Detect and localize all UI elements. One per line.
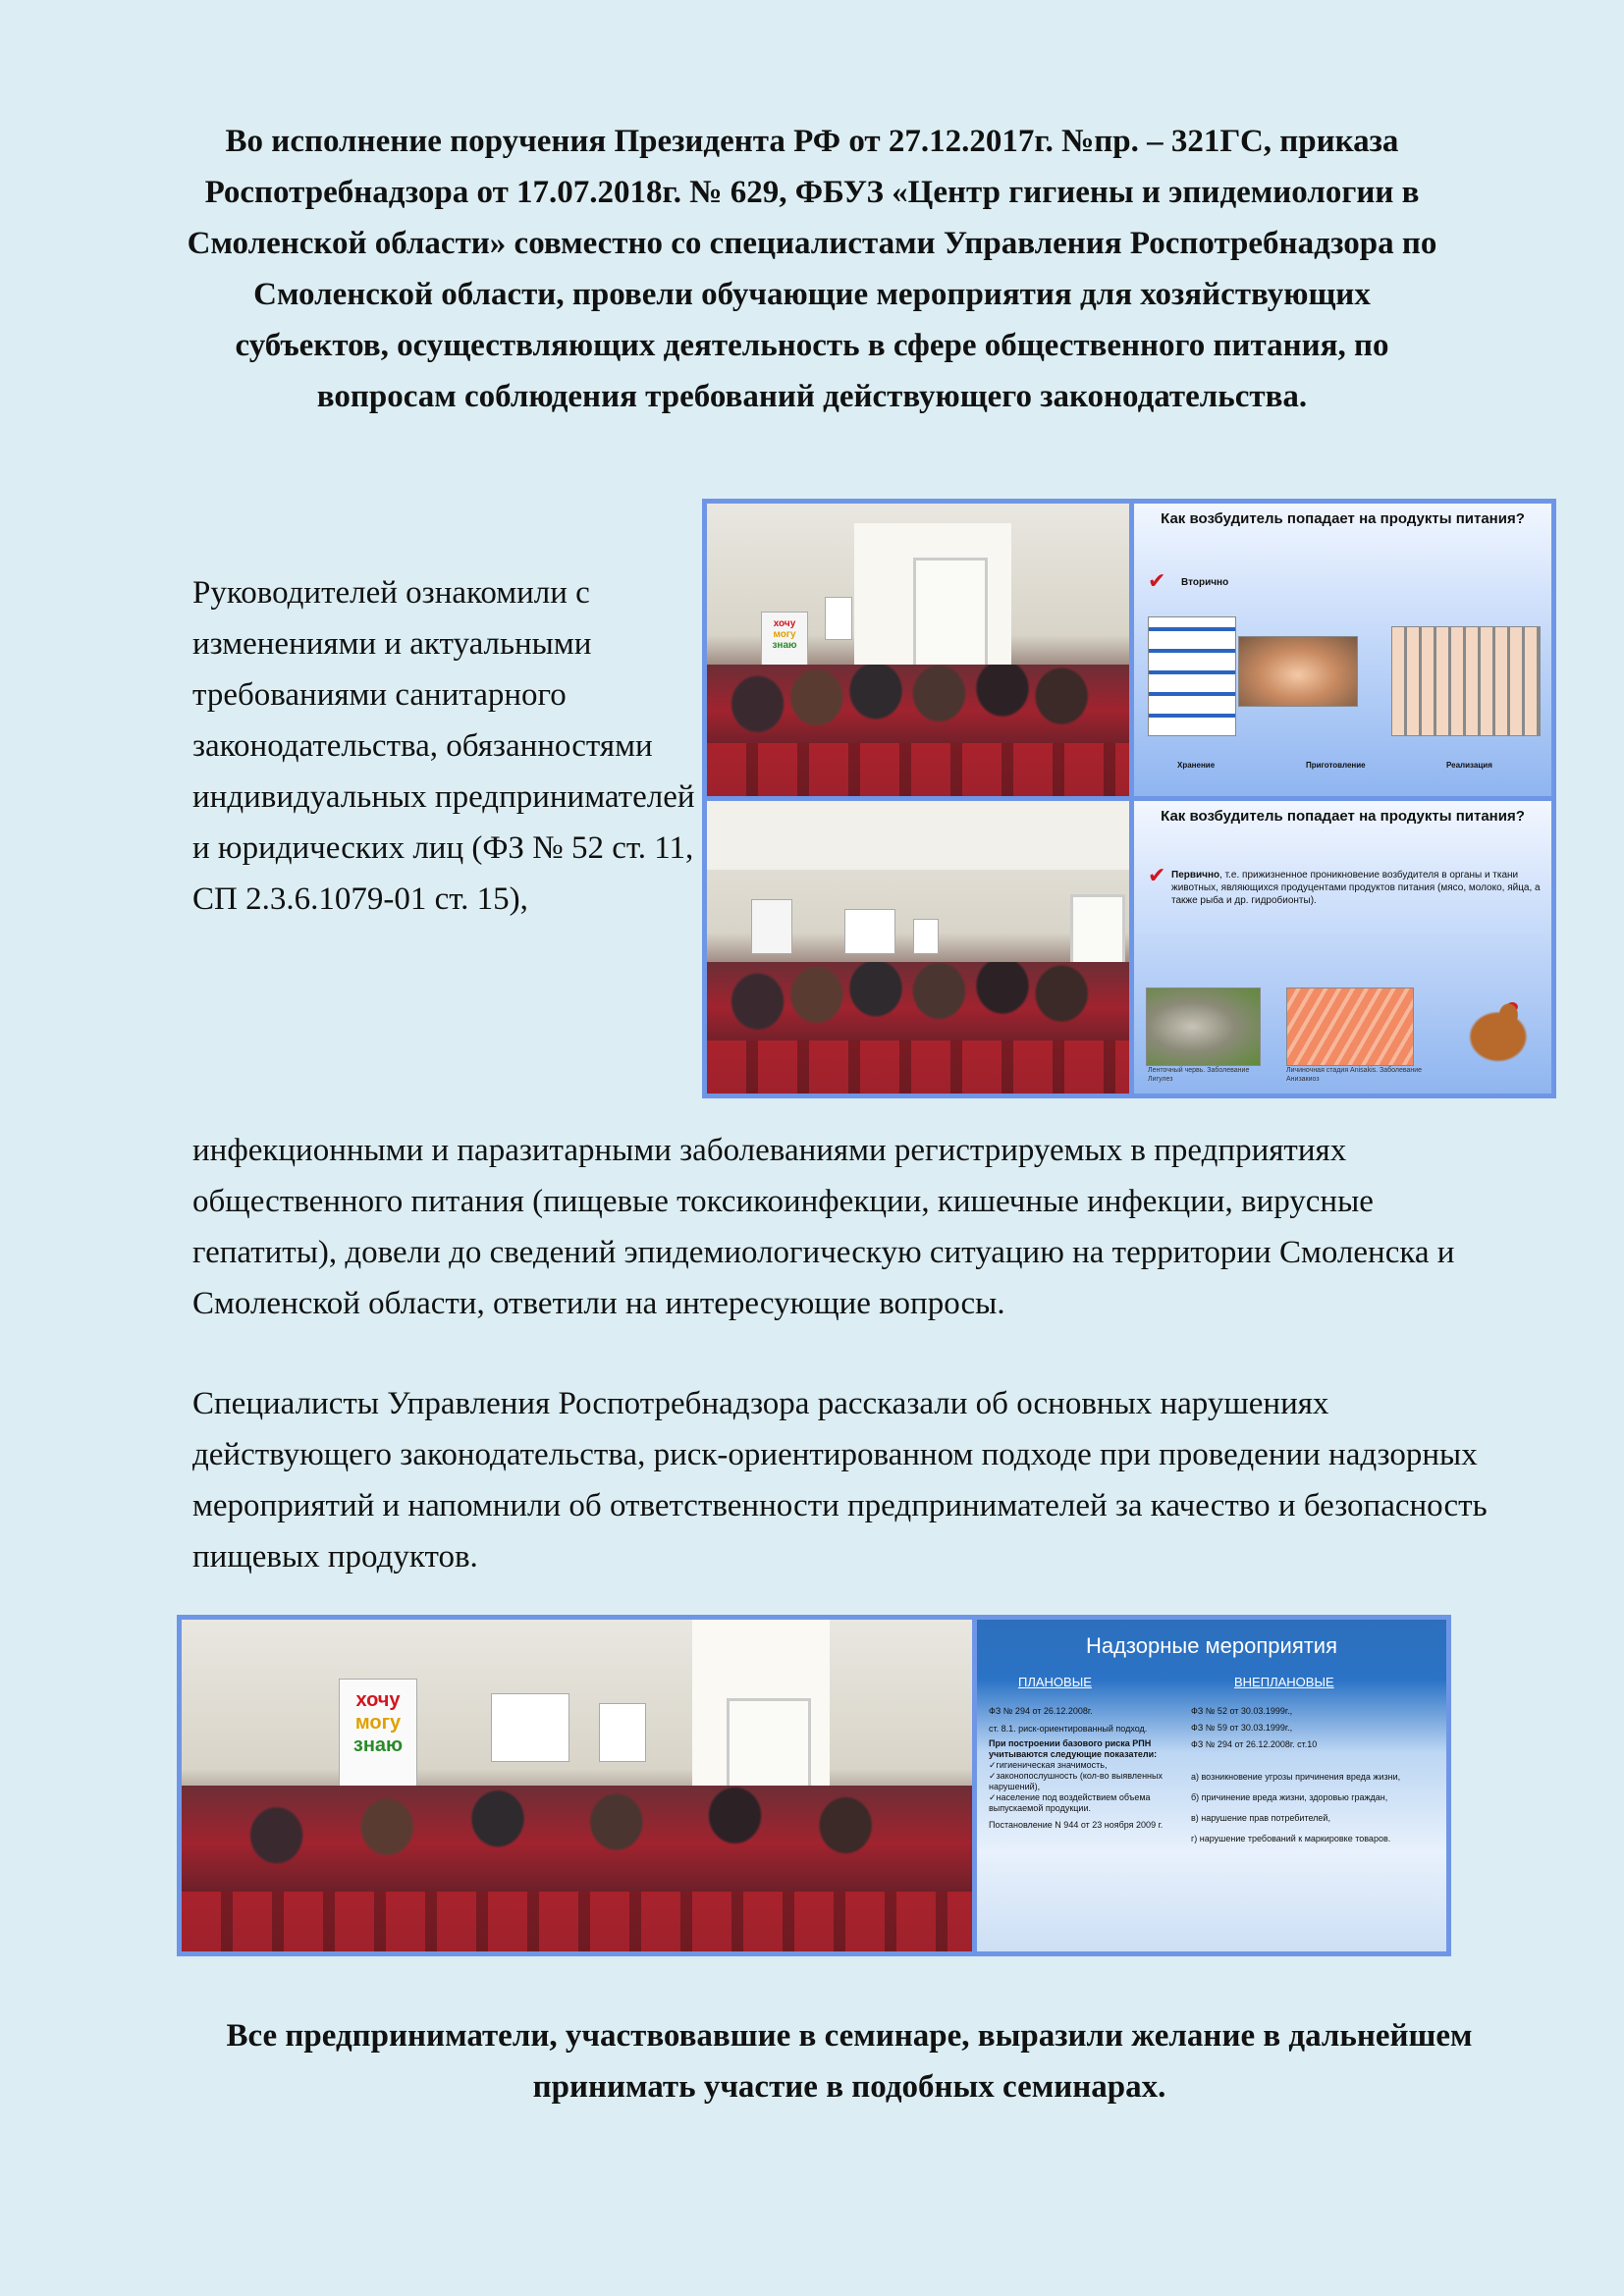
- cooking-image: [1238, 636, 1358, 707]
- hen-image: [1446, 992, 1541, 1073]
- sale-counter-image: [1391, 626, 1541, 736]
- slide-2-caption: Личиночная стадия Anisakis. Заболевание Анизакиоз: [1286, 1067, 1423, 1083]
- seminar-photo-3: [182, 1620, 972, 1951]
- intro-paragraph: Руководителей ознакомили с изменениями и актуальными требованиями санитарного законодательства, обязанностями индивидуальных предпринимателей и юридических лиц (ФЗ № 52 ст. 11, СП 2.3.6.1079-01 ст. 15),: [192, 575, 695, 917]
- slide-3-left-list: ФЗ № 294 от 26.12.2008г. ст. 8.1. риск-ориентированный подход. При построении базового риска РПН учитываются следующие показатели: ✓гигиеническая значимость, ✓законопослушность (кол-во выявленных нарушений), ✓население под воздействием объема выпускаемой продукции. Постановление N 944 от 23 ноября 2009 г.: [989, 1706, 1164, 1830]
- slide-3-title: Надзорные мероприятия: [1085, 1633, 1338, 1658]
- salmon-image: [1286, 988, 1414, 1066]
- check-icon: ✔: [1148, 569, 1166, 594]
- check-icon: ✔: [1148, 864, 1166, 888]
- slide-3-left-header: ПЛАНОВЫЕ: [1018, 1675, 1092, 1689]
- slide-1-caption: Приготовление: [1306, 761, 1366, 770]
- slide-1-title: Как возбудитель попадает на продукты питания?: [1161, 510, 1525, 527]
- storage-chart-image: [1148, 616, 1236, 736]
- body-paragraph-1: инфекционными и паразитарными заболеваниями регистрируемых в предприятиях общественного питания (пищевые токсикоинфекции, кишечные инфекции, вирусные гепатиты), довели до сведений эпидемиологическую ситуацию на территории Смоленска и Смоленской области, ответили на интересующие вопросы.: [192, 1133, 1455, 1321]
- poster: хочу могу знаю: [339, 1679, 417, 1798]
- poster: хочу могу знаю: [761, 612, 808, 668]
- page-title: Во исполнение поручения Президента РФ от 27.12.2017г. №пр. – 321ГС, приказа Роспотребнадзора от 17.07.2018г. № 629, ФБУЗ «Центр гигиены и эпидемиологии в Смоленской области» совместно со специалистами Управления Роспотребнадзора по Смоленской области, провели обучающие мероприятия для хозяйствующих субъектов, осуществляющих деятельность в сфере общественного питания, по вопросам соблюдения требований действующего законодательства.: [187, 124, 1437, 414]
- body-paragraph-2: Специалисты Управления Роспотребнадзора рассказали об основных нарушениях действующего законодательства, риск-ориентированном подходе при проведении надзорных мероприятий и напомнили об ответственности предпринимателей за качество и безопасность пищевых продуктов.: [192, 1386, 1488, 1575]
- slide-2-title: Как возбудитель попадает на продукты питания?: [1161, 808, 1525, 825]
- photo-collage-bottom: [177, 1615, 1451, 1956]
- poster: [751, 899, 792, 954]
- slide-1: [1134, 504, 1551, 796]
- slide-2: [1134, 801, 1551, 1094]
- seminar-photo-2: [707, 801, 1129, 1094]
- slide-1-caption: Хранение: [1177, 761, 1216, 770]
- slide-3-right-header: ВНЕПЛАНОВЫЕ: [1234, 1675, 1334, 1689]
- slide-2-point: Первично, т.е. прижизненное проникновение возбудителя в органы и ткани животных, являющихся продуцентами продуктов питания (мясо, молоко, яйца, а также рыба и др. гидробионты).: [1171, 870, 1541, 906]
- slide-3-right-list: ФЗ № 52 от 30.03.1999г., ФЗ № 59 от 30.03.1999г., ФЗ № 294 от 26.12.2008г. ст.10 а) возникновение угрозы причинения вреда жизни, б) причинение вреда жизни, здоровью граждан, в) нарушение прав потребителей, г) нарушение требований к маркировке товаров.: [1191, 1706, 1401, 1843]
- slide-3: [977, 1620, 1446, 1951]
- footer-note: Все предприниматели, участвовавшие в семинаре, выразили желание в дальнейшем принимать участие в подобных семинарах.: [226, 2018, 1473, 2105]
- slide-1-caption: Реализация: [1446, 761, 1492, 770]
- fish-tapeworm-image: [1146, 988, 1261, 1066]
- photo-collage-top: [702, 499, 1556, 1098]
- slide-1-point: Вторично: [1181, 577, 1229, 588]
- seminar-photo-1: [707, 504, 1129, 796]
- slide-2-caption: Ленточный червь. Заболевание Лигулез: [1148, 1067, 1250, 1083]
